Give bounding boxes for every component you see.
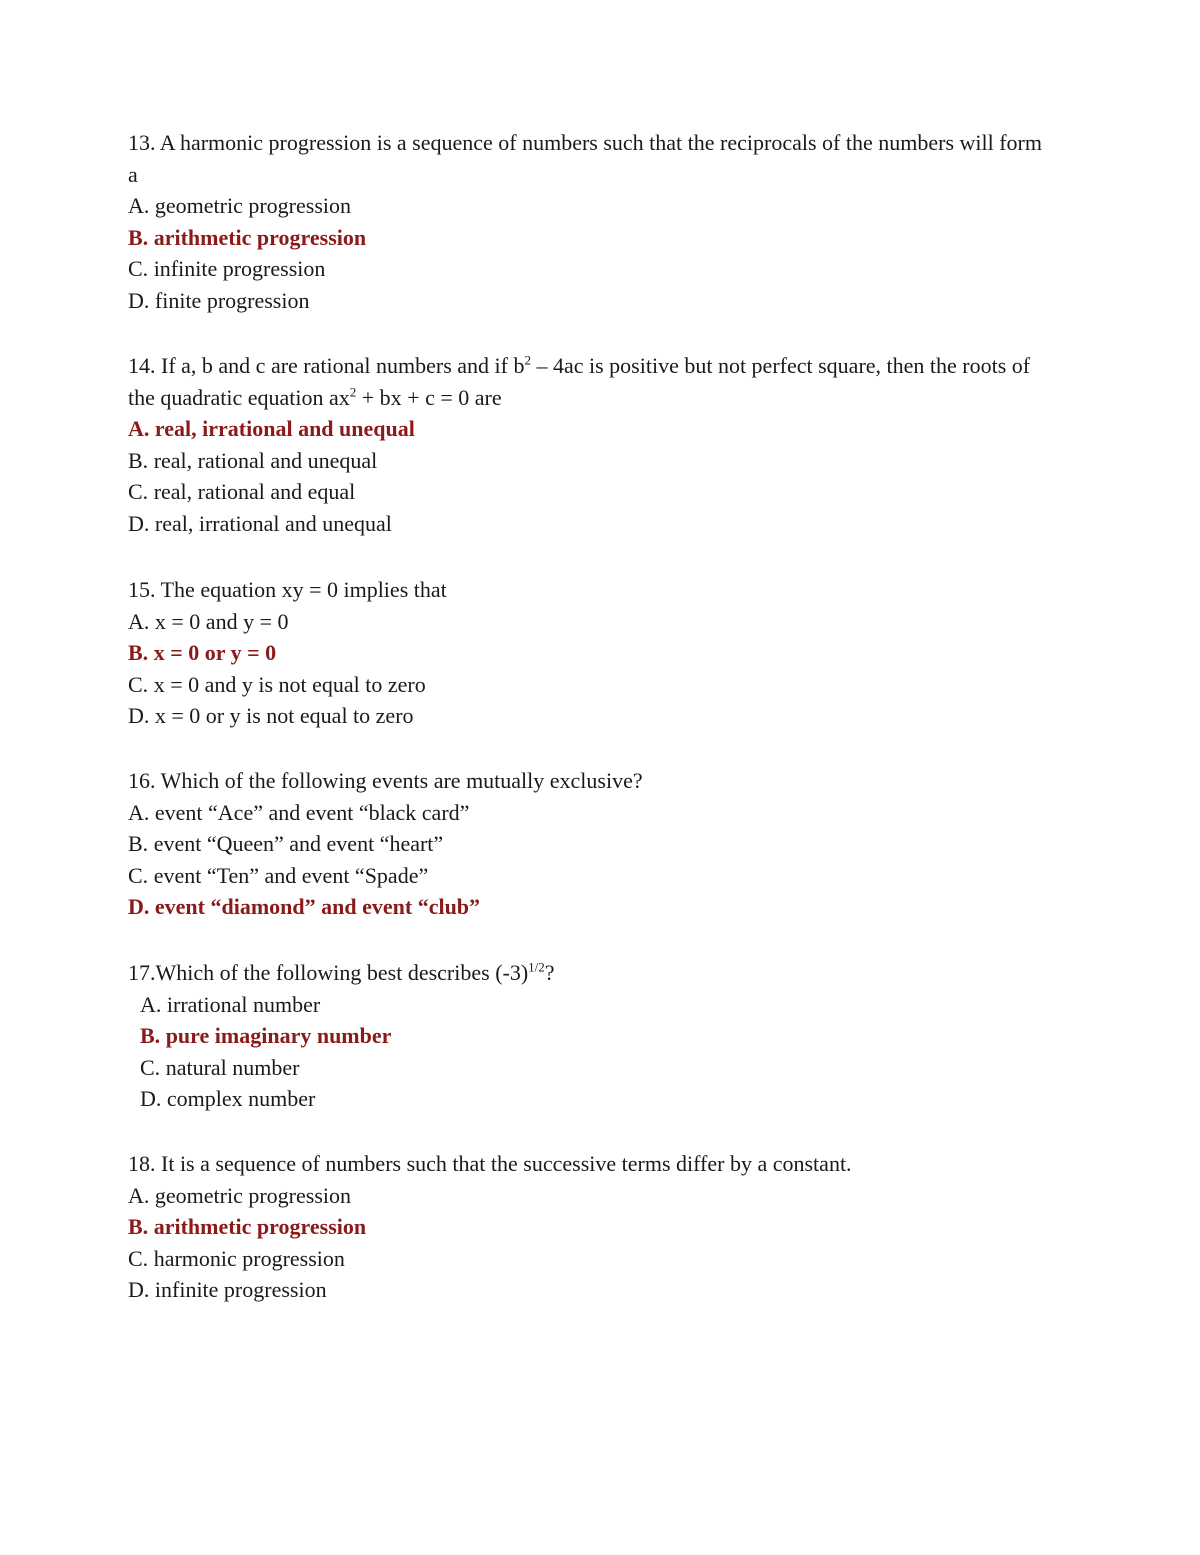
question-stem: 13. A harmonic progression is a sequence of numbers such that the reciprocals of the numbers will form a: [128, 130, 1042, 187]
question-stem: 16. Which of the following events are mutually exclusive?: [128, 768, 643, 793]
option-c: C. natural number: [140, 1054, 300, 1080]
question-number: 14.: [128, 353, 156, 378]
question-15: [128, 574, 1048, 732]
option-d: D. x = 0 or y is not equal to zero: [128, 703, 414, 728]
option-a: A. geometric progression: [128, 1182, 351, 1208]
question-stem: 17.Which of the following best describes $(-3)^{1/2}$?: [128, 959, 555, 985]
option-c: C. real, rational and equal: [128, 479, 356, 504]
question-number: 18.: [128, 1151, 156, 1176]
option-d: D. complex number: [140, 1086, 316, 1111]
question-stem: 18. It is a sequence of numbers such that the successive terms differ by a constant.: [128, 1151, 852, 1176]
option-c: C. harmonic progression: [128, 1245, 345, 1271]
option-b-correct: B. arithmetic progression: [128, 1214, 367, 1239]
option-d: D. finite progression: [128, 287, 310, 313]
question-stem: 15. The equation xy = 0 implies that: [128, 577, 447, 602]
option-b-correct: B. pure imaginary number: [140, 1023, 392, 1048]
option-d: D. infinite progression: [128, 1277, 327, 1302]
option-a: A. geometric progression: [128, 193, 351, 218]
option-c: C. infinite progression: [128, 256, 326, 281]
question-number: 16.: [128, 768, 156, 793]
question-18: [128, 1148, 1048, 1306]
question-number: 15.: [128, 577, 156, 602]
option-b: B. real, rational and unequal: [128, 447, 378, 473]
option-a: A. irrational number: [140, 991, 321, 1017]
question-number: 17.: [128, 960, 156, 985]
option-b-correct: B. arithmetic progression: [128, 224, 367, 250]
option-d: D. real, irrational and unequal: [128, 510, 392, 536]
question-number: 13.: [128, 130, 156, 155]
option-c: C. x = 0 and y is not equal to zero: [128, 671, 426, 697]
option-b-correct: B. x = 0 or y = 0: [128, 640, 277, 665]
question-stem: 14. If a, b and c are rational numbers and if $b^2 - 4ac$ is positive but not perfect square, then the roots of the quadratic equation $ax^2$ + bx + c = 0 are: [128, 352, 1031, 410]
question-16: [128, 765, 1048, 923]
option-d-correct: D. event “diamond” and event “club”: [128, 894, 481, 919]
question-13: [128, 127, 1048, 316]
option-b: B. event “Queen” and event “heart”: [128, 831, 444, 856]
option-a-correct: A. real, irrational and unequal: [128, 416, 415, 441]
question-14: [128, 350, 1048, 539]
option-a: A. event “Ace” and event “black card”: [128, 799, 470, 825]
option-a: A. x = 0 and y = 0: [128, 608, 289, 634]
question-17: [128, 957, 1048, 1115]
option-c: C. event “Ten” and event “Spade”: [128, 862, 429, 888]
